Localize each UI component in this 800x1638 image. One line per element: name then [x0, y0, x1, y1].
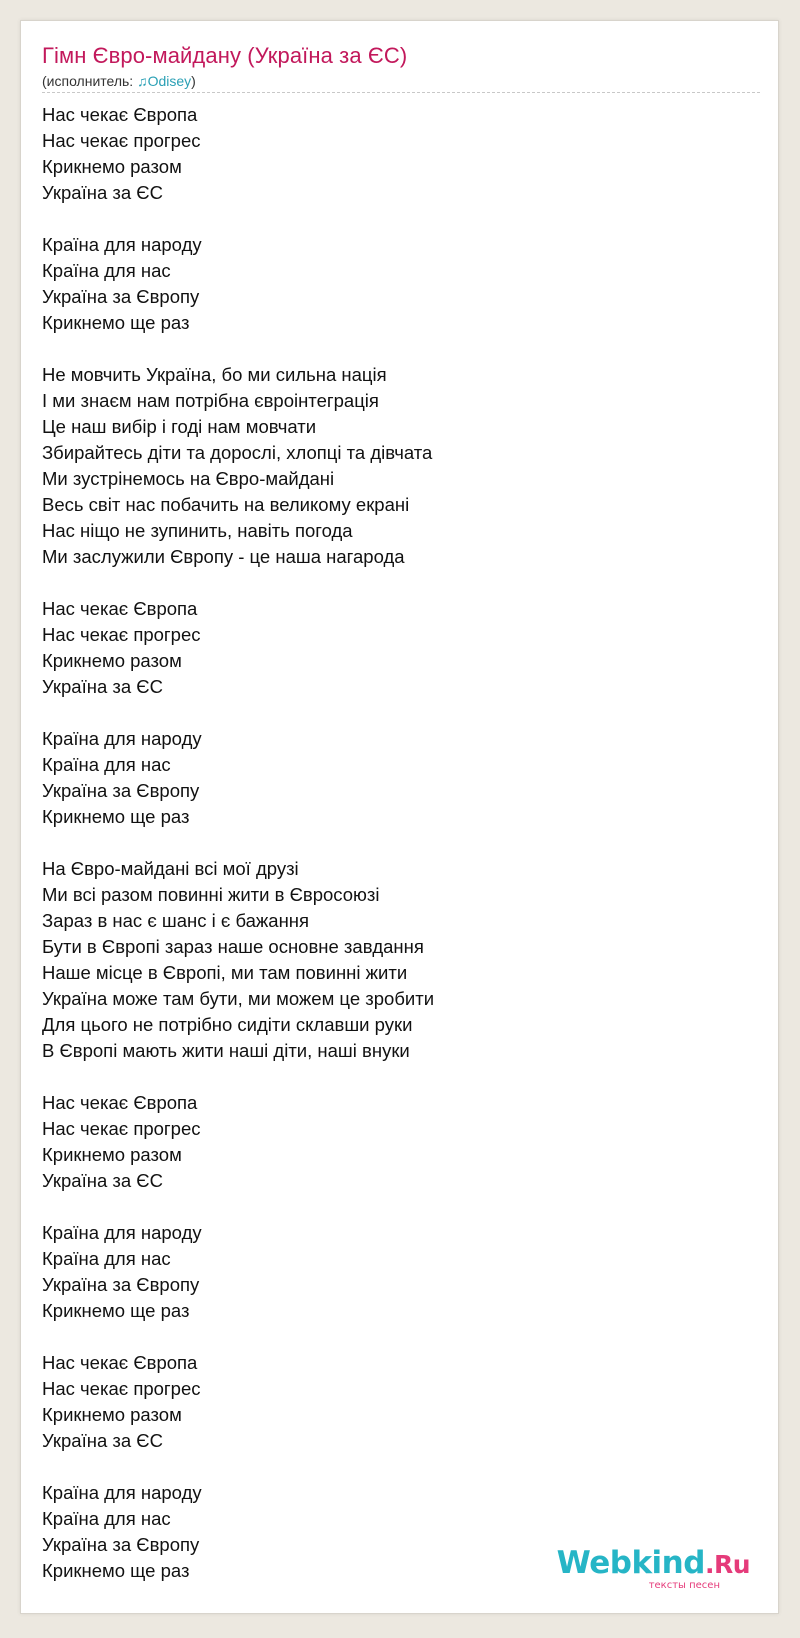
lyrics-stanza	[42, 856, 760, 1064]
lyric-line: Для цього не потрібно сидіти склавши руки	[42, 1014, 413, 1035]
lyric-line: Нас чекає прогрес	[42, 1118, 201, 1139]
lyrics-stanza	[42, 726, 760, 830]
performer-label: (исполнитель:	[42, 73, 138, 89]
lyric-line: Ми зустрінемось на Євро-майдані	[42, 468, 335, 489]
lyric-line: Країна для народу	[42, 728, 202, 749]
lyric-line: Україна за ЄС	[42, 676, 163, 697]
lyric-line: Країна для народу	[42, 1222, 202, 1243]
lyric-line: Україна за Європу	[42, 286, 200, 307]
title-divider	[42, 92, 760, 93]
lyric-line: І ми знаєм нам потрібна євроінтеграція	[42, 390, 379, 411]
lyric-line: Україна може там бути, ми можем це зробити	[42, 988, 435, 1009]
lyric-line: Крикнемо разом	[42, 156, 182, 177]
lyric-line: Це наш вибір і годі нам мовчати	[42, 416, 317, 437]
lyric-line: Країна для нас	[42, 1248, 171, 1269]
lyric-line: Нас чекає Європа	[42, 1352, 198, 1373]
lyrics-body	[42, 102, 760, 1610]
lyrics-card	[20, 20, 779, 1614]
lyric-line: Україна за ЄС	[42, 1170, 163, 1191]
lyric-line: Нас чекає прогрес	[42, 624, 201, 645]
lyrics-stanza	[42, 102, 760, 206]
lyric-line: Крикнемо разом	[42, 650, 182, 671]
logo-suffix: .Ru	[704, 1550, 750, 1579]
performer-link[interactable]: ♫Odisey	[137, 73, 192, 89]
site-logo[interactable]	[557, 1547, 750, 1591]
lyric-line: Нас чекає Європа	[42, 1092, 198, 1113]
lyric-line: Країна для нас	[42, 1508, 171, 1529]
logo-tagline: тексты песен	[648, 1580, 720, 1591]
lyric-line: Україна за Європу	[42, 1274, 200, 1295]
lyric-line: Ми заслужили Європу - це наша нагарода	[42, 546, 405, 567]
lyric-line: Крикнемо ще раз	[42, 1300, 190, 1321]
lyric-line: Країна для народу	[42, 234, 202, 255]
lyrics-stanza	[42, 1090, 760, 1194]
lyric-line: Крикнемо ще раз	[42, 312, 190, 333]
lyric-line: Нас ніщо не зупинить, навіть погода	[42, 520, 353, 541]
performer-close: )	[191, 73, 196, 89]
lyric-line: Країна для народу	[42, 1482, 202, 1503]
lyrics-stanza	[42, 232, 760, 336]
lyric-line: Не мовчить Україна, бо ми сильна нація	[42, 364, 387, 385]
lyric-line: Україна за ЄС	[42, 1430, 163, 1451]
song-title: Гімн Євро-майдану (Україна за ЄС)	[42, 43, 408, 68]
lyrics-stanza	[42, 1350, 760, 1454]
lyrics-stanza	[42, 1220, 760, 1324]
lyric-line: Наше місце в Європі, ми там повинні жити	[42, 962, 408, 983]
lyric-line: Україна за Європу	[42, 1534, 200, 1555]
lyrics-stanza	[42, 596, 760, 700]
lyric-line: В Європі мають жити наші діти, наші внуки	[42, 1040, 410, 1061]
lyric-line: Крикнемо ще раз	[42, 1560, 190, 1581]
lyric-line: Нас чекає Європа	[42, 104, 198, 125]
lyric-line: Зараз в нас є шанс і є бажання	[42, 910, 310, 931]
lyric-line: Весь світ нас побачить на великому екрані	[42, 494, 410, 515]
lyric-line: Бути в Європі зараз наше основне завдання	[42, 936, 424, 957]
lyric-line: На Євро-майдані всі мої друзі	[42, 858, 299, 879]
logo-text: Webkind	[556, 1545, 705, 1581]
lyric-line: Україна за Європу	[42, 780, 200, 801]
lyric-line: Збирайтесь діти та дорослі, хлопці та дівчата	[42, 442, 433, 463]
lyric-line: Крикнемо разом	[42, 1144, 182, 1165]
lyric-line: Крикнемо ще раз	[42, 806, 190, 827]
lyric-line: Країна для нас	[42, 754, 171, 775]
lyric-line: Україна за ЄС	[42, 182, 163, 203]
lyric-line: Нас чекає прогрес	[42, 1378, 201, 1399]
performer-line	[42, 73, 196, 89]
lyric-line: Нас чекає прогрес	[42, 130, 201, 151]
lyric-line: Країна для нас	[42, 260, 171, 281]
lyric-line: Ми всі разом повинні жити в Євросоюзі	[42, 884, 380, 905]
lyrics-stanza	[42, 362, 760, 570]
lyric-line: Нас чекає Європа	[42, 598, 198, 619]
lyric-line: Крикнемо разом	[42, 1404, 182, 1425]
